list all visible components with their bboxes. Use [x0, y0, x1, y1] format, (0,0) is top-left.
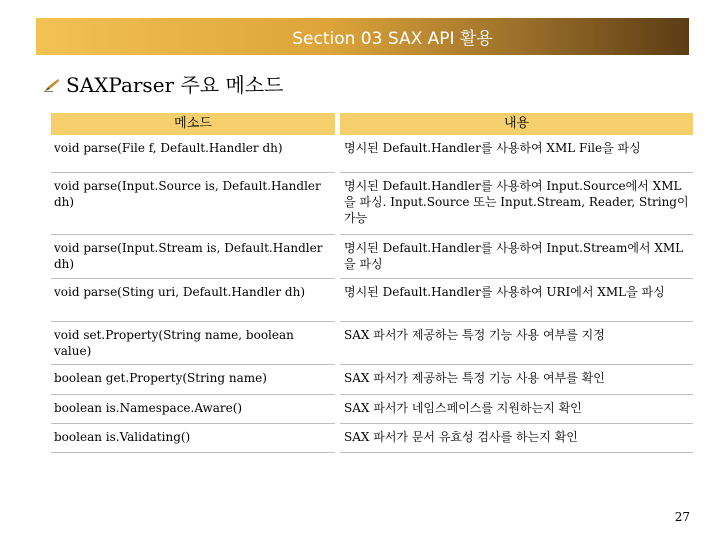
subtitle-row	[44, 68, 283, 98]
table-row	[51, 234, 693, 278]
method-cell: void parse(Input.Source is, Default.Handler dh)	[54, 178, 321, 209]
method-cell: boolean is.Validating()	[54, 429, 191, 444]
content-cell: SAX 파서가 제공하는 특정 기능 사용 여부를 지정	[344, 327, 605, 342]
slide-title: Section 03 SAX API 활용	[292, 29, 493, 49]
table-row	[51, 172, 693, 234]
method-cell: void set.Property(String name, boolean value)	[54, 327, 294, 358]
methods-table	[51, 113, 693, 453]
section-subtitle: SAXParser 주요 메소드	[66, 72, 284, 97]
method-cell: boolean get.Property(String name)	[54, 370, 267, 385]
table-row	[51, 321, 693, 364]
table-row	[51, 394, 693, 423]
content-cell: SAX 파서가 제공하는 특정 기능 사용 여부를 확인	[344, 370, 605, 385]
pencil-bullet-icon	[44, 78, 60, 92]
content-cell: 명시된 Default.Handler를 사용하여 URI에서 XML을 파싱	[344, 284, 665, 299]
content-cell: SAX 파서가 네임스페이스를 지원하는지 확인	[344, 400, 582, 415]
table-row	[51, 364, 693, 394]
method-cell: void parse(Input.Stream is, Default.Handler dh)	[54, 240, 323, 271]
method-cell: boolean is.Namespace.Aware()	[54, 400, 243, 415]
content-cell: 명시된 Default.Handler를 사용하여 Input.Source에서 XML을 파싱. Input.Source 또는 Input.Stream, Reader, String이 가능	[344, 178, 689, 225]
table-row	[51, 423, 693, 452]
header-method: 메소드	[51, 113, 335, 135]
page-number: 27	[674, 510, 690, 524]
method-cell: void parse(File f, Default.Handler dh)	[54, 141, 283, 155]
table-row	[51, 278, 693, 321]
content-cell: 명시된 Default.Handler를 사용하여 XML File을 파싱	[344, 141, 641, 155]
header-bar	[36, 18, 689, 55]
content-cell: 명시된 Default.Handler를 사용하여 Input.Stream에서 XML을 파싱	[344, 240, 684, 271]
header-content: 내용	[340, 113, 693, 135]
content-cell: SAX 파서가 문서 유효성 검사를 하는지 확인	[344, 429, 578, 444]
method-cell: void parse(Sting uri, Default.Handler dh)	[54, 284, 306, 299]
table-header-row	[51, 113, 693, 135]
table-row	[51, 135, 693, 172]
